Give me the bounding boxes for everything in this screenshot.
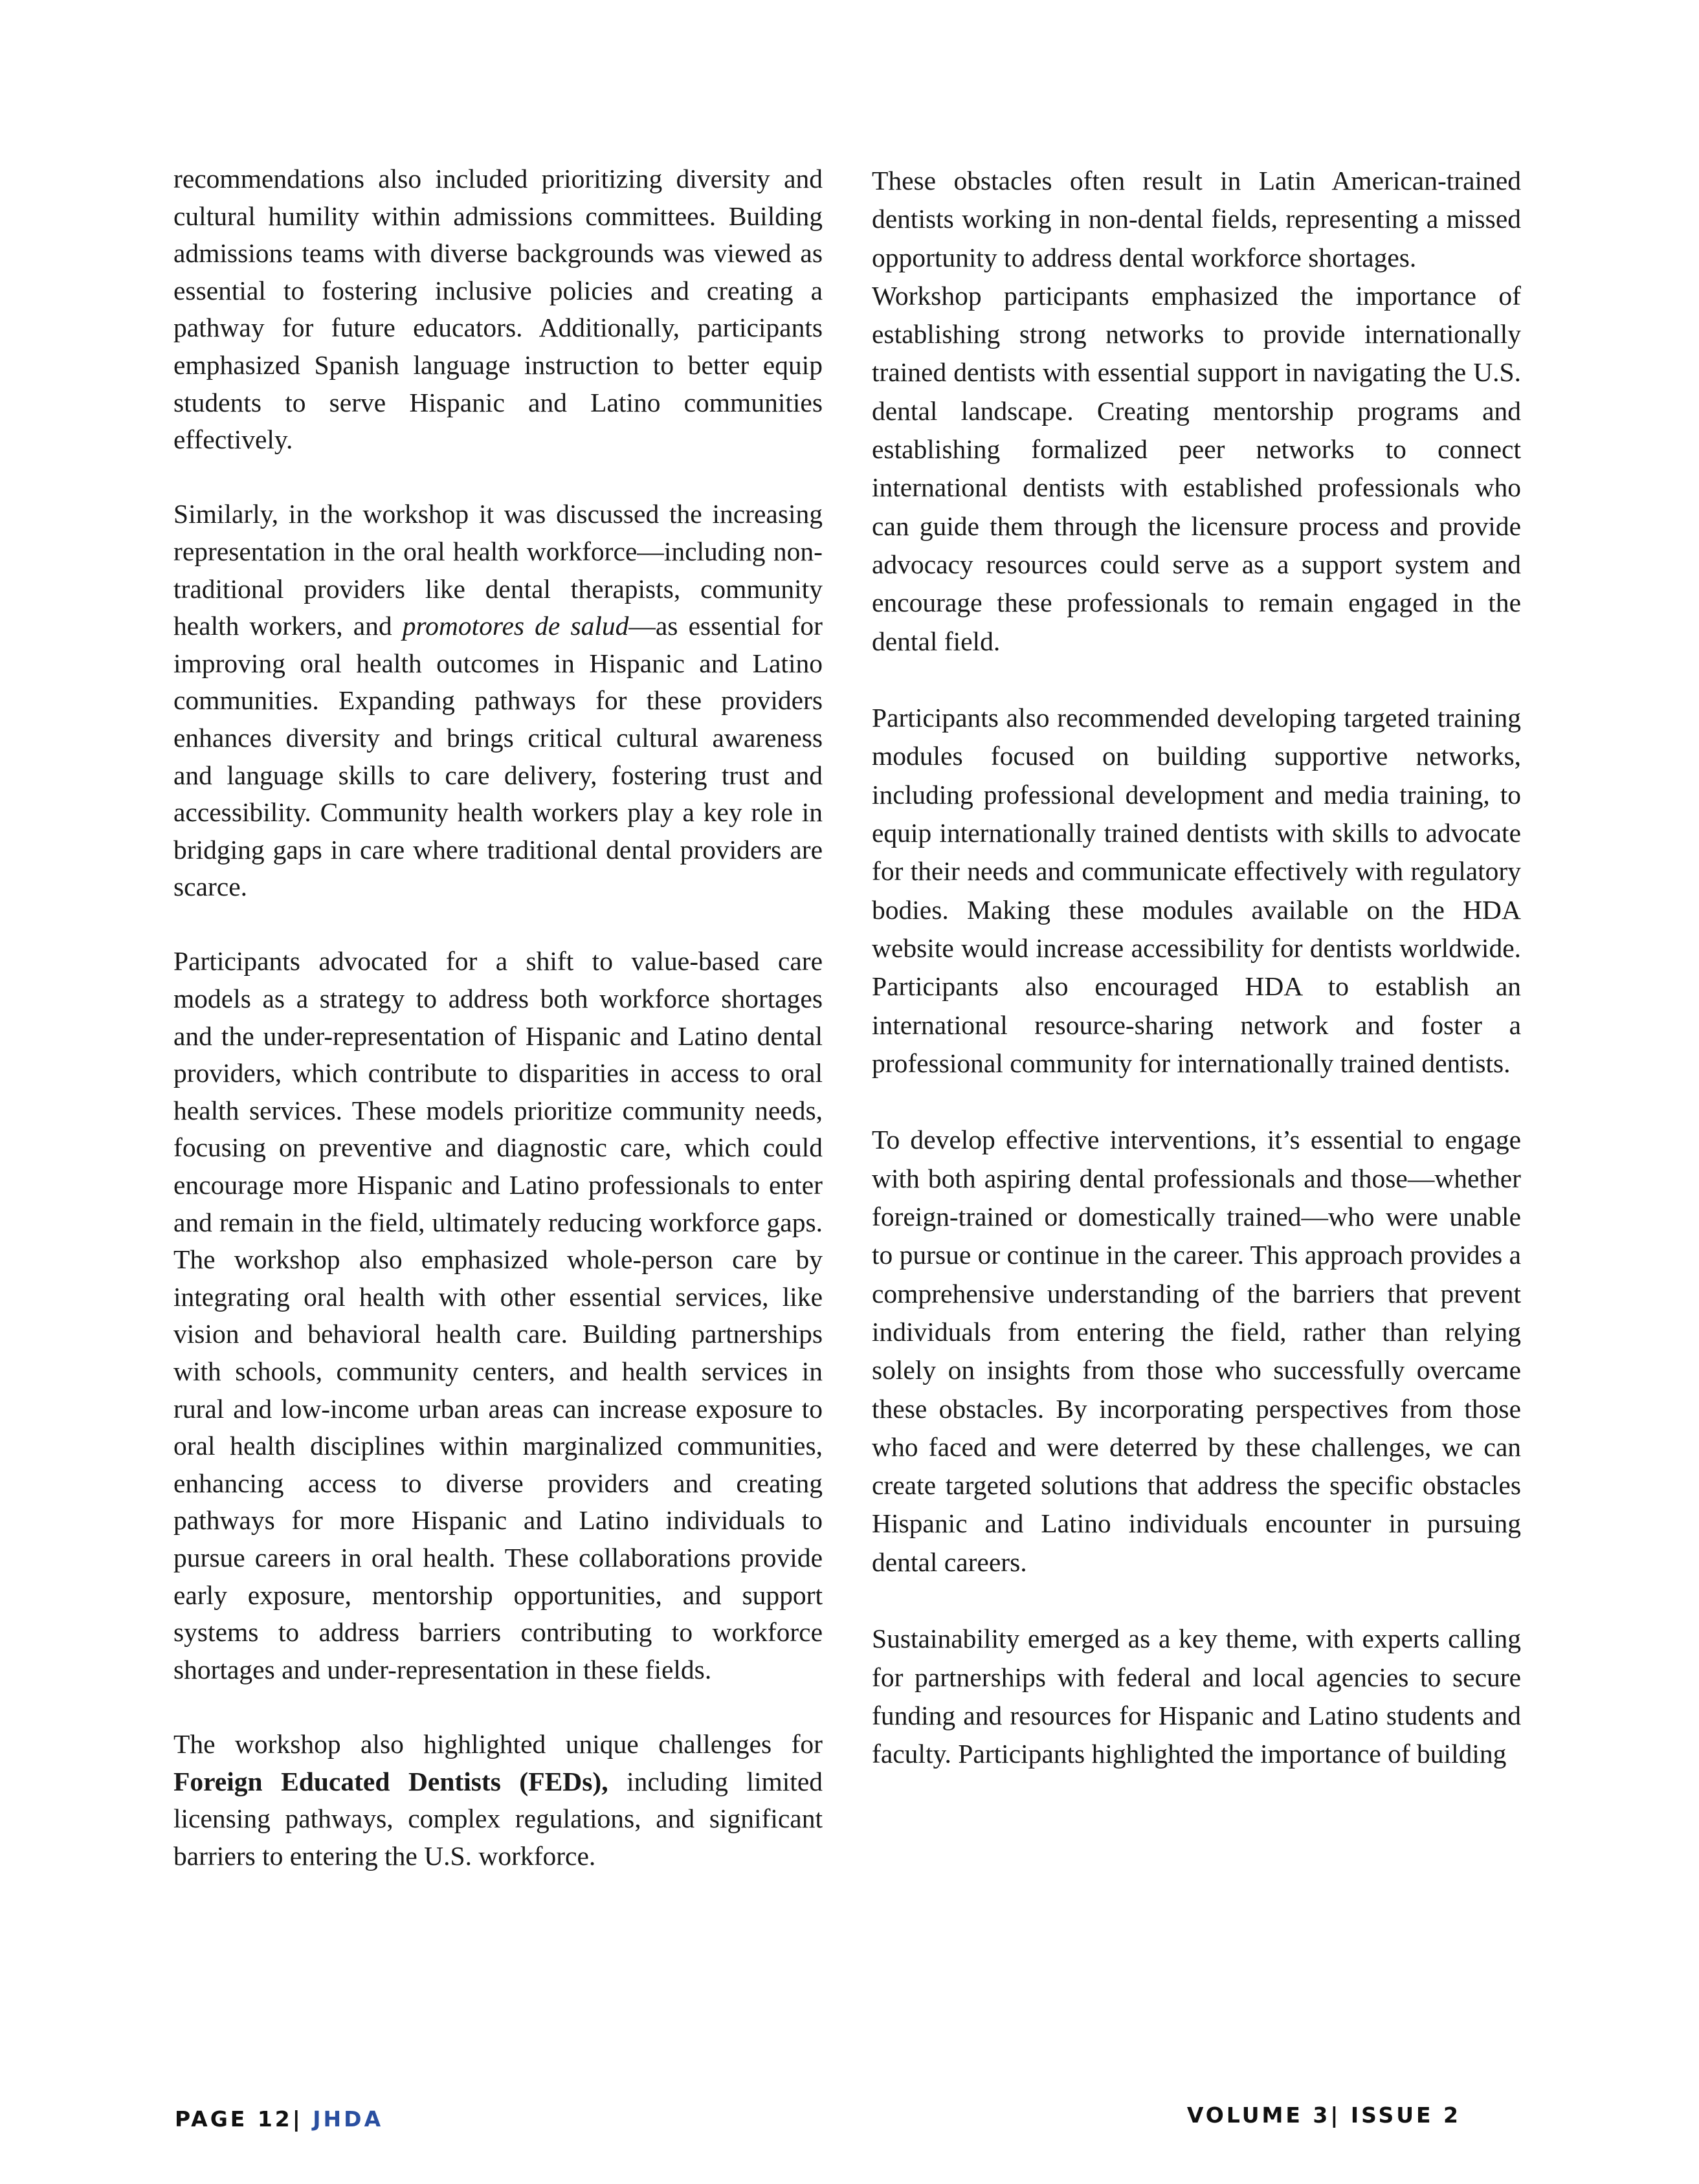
right-paragraph-2: Workshop participants emphasized the importance of establishing strong networks to provide internationally trained dentists with essential support in navigating the U.S. dental landscape. Creating mentorship programs and establishing formalized peer networks to connect international dentists with established professionals who can guide them through the licensure process and provide advocacy resources could serve as a support system and encourage these professionals to remain engaged in the dental field. bbox=[872, 280, 1521, 656]
promotores-italic-term: promotores de salud bbox=[402, 611, 629, 641]
journal-name: JHDA bbox=[313, 2106, 384, 2132]
left-paragraph-4-text-b: including limited licensing pathways, complex regulations, and significant barriers to entering the U.S. workforce. bbox=[173, 1766, 823, 1871]
right-column bbox=[872, 162, 1521, 1773]
left-paragraph-3: Participants advocated for a shift to value-based care models as a strategy to address both workforce shortages and the under-representation of Hispanic and Latino dental providers, which contribute to disparities in access to oral health services. These models prioritize community needs, focusing on preventive and diagnostic care, which could encourage more Hispanic and Latino professionals to enter and remain in the field, ultimately reducing workforce gaps. The workshop also emphasized whole-person care by integrating oral health with other essential services, like vision and behavioral health care. Building partnerships with schools, community centers, and health services in rural and low-income urban areas can increase exposure to oral health disciplines within marginalized communities, enhancing access to diverse providers and creating pathways for more Hispanic and Latino individuals to pursue careers in oral health. These collaborations provide early exposure, mentorship opportunities, and support systems to address barriers contributing to workforce shortages and under-representation in these fields. bbox=[173, 946, 823, 1684]
left-paragraph-4 bbox=[173, 1726, 823, 1875]
left-paragraph-2 bbox=[173, 496, 823, 906]
page-label: PAGE 12| bbox=[175, 2106, 313, 2132]
right-paragraph-3: Participants also recommended developing targeted training modules focused on building supportive networks, including professional development and media training, to equip internationally trained dentists with skills to advocate for their needs and communicate effectively with regulatory bodies. Making these modules available on the HDA website would increase accessibility for dentists worldwide. Participants also encouraged HDA to establish an international resource-sharing network and foster a professional community for internationally trained dentists. bbox=[872, 703, 1521, 1078]
left-paragraph-2-text-a: Similarly, in the workshop it was discussed the increasing representation in the oral health workforce—including non-traditional providers like dental therapists, community health workers, and bbox=[173, 499, 823, 641]
left-column bbox=[173, 160, 823, 1875]
feds-bold-term: Foreign Educated Dentists (FEDs), bbox=[173, 1766, 608, 1796]
footer-page-number bbox=[175, 2106, 383, 2132]
left-paragraph-1: recommendations also included prioritizing diversity and cultural humility within admissions committees. Building admissions teams with diverse backgrounds was viewed as essential to fostering inclusive policies and creating a pathway for future educators. Additionally, participants emphasized Spanish language instruction to better equip students to serve Hispanic and Latino communities effectively. bbox=[173, 164, 823, 455]
right-paragraph-4: To develop effective interventions, it’s essential to engage with both aspiring dental professionals and those—whether foreign-trained or domestically trained—who were unable to pursue or continue in the career. This approach provides a comprehensive understanding of the barriers that prevent individuals from entering the field, rather than relying solely on insights from those who successfully overcame these obstacles. By incorporating perspectives from those who faced and were deterred by these challenges, we can create targeted solutions that address the specific obstacles Hispanic and Latino individuals encounter in pursuing dental careers. bbox=[872, 1125, 1521, 1577]
left-paragraph-2-text-b: —as essential for improving oral health outcomes in Hispanic and Latino communities. Expanding pathways for these providers enhances diversity and brings critical cultural awareness and language skills to care delivery, fostering trust and accessibility. Community health workers play a key role in bridging gaps in care where traditional dental providers are scarce. bbox=[173, 611, 823, 902]
right-paragraph-5: Sustainability emerged as a key theme, with experts calling for partnerships with federal and local agencies to secure funding and resources for Hispanic and Latino students and faculty. Participants highlighted the importance of building bbox=[872, 1624, 1521, 1769]
footer-volume-issue: VOLUME 3| ISSUE 2 bbox=[1186, 2102, 1461, 2128]
right-paragraph-1: These obstacles often result in Latin American-trained dentists working in non-dental fields, representing a missed opportunity to address dental workforce shortages. bbox=[872, 166, 1521, 272]
left-paragraph-4-text-a: The workshop also highlighted unique challenges for bbox=[173, 1728, 823, 1759]
